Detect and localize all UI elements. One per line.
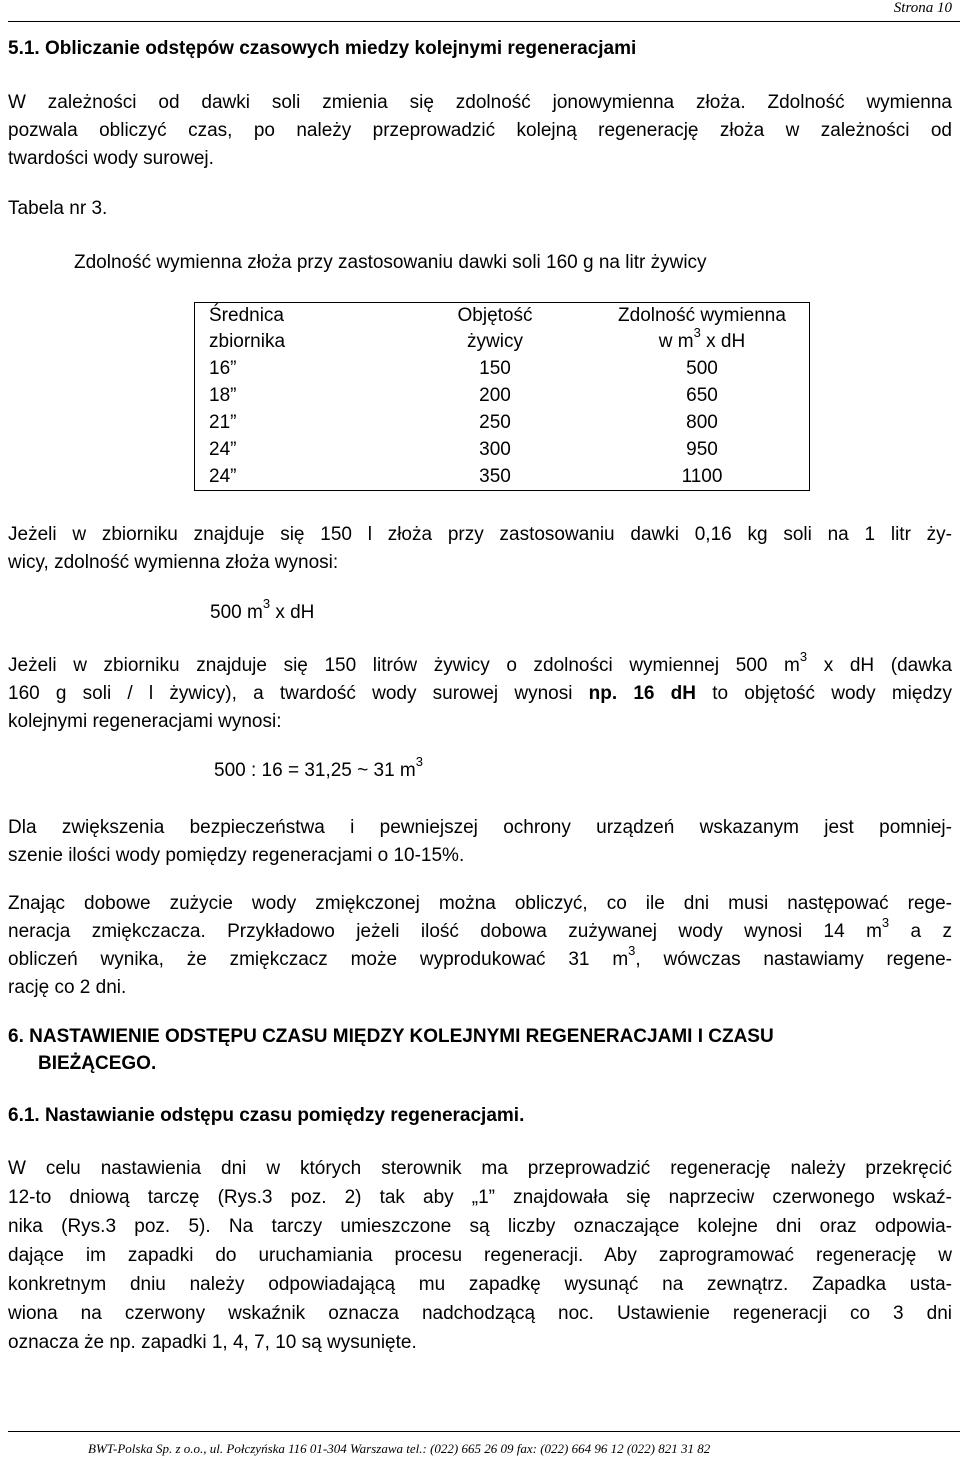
table-label: Tabela nr 3. [8, 198, 108, 219]
header-capacity-unit: w m [658, 331, 694, 352]
formula-capacity [210, 595, 315, 624]
cell-capacity: 950 [686, 439, 718, 460]
daily-usage-line-2 [8, 914, 953, 946]
section-heading-6 [8, 1023, 774, 1077]
header-capacity [595, 303, 810, 356]
capacity-line-1: Jeżeli w zbiorniku znajduje się 150 l złoża przy zastosowaniu dawki 0,16 kg soli na 1 litr ży- [8, 524, 952, 545]
table-caption: Zdolność wymienna złoża przy zastosowaniu dawki soli 160 g na litr żywicy [74, 252, 707, 273]
dial-line-1: W celu nastawienia dni w których sterownik ma przeprowadzić regenerację należy przekręcić [8, 1158, 952, 1179]
volume-line-2-end: to objętość wody między [696, 683, 953, 704]
footer-rule [8, 1431, 960, 1432]
dial-line-5: konkretnym dniu należy odpowiadającą mu zapadkę wysunąć na zewnątrz. Zapadka usta- [8, 1274, 952, 1295]
cell-diameter: 24” [209, 439, 237, 460]
formula-capacity-sup: 3 [262, 595, 271, 611]
footer-contact: BWT-Polska Sp. z o.o., ul. Połczyńska 116 01-304 Warszawa tel.: (022) 665 26 09 fax: (022) 664 96 12 (022) 821 31 82 [88, 1441, 711, 1456]
volume-line-1-end: x dH (dawka [807, 655, 953, 676]
section-heading-5-1: 5.1. Obliczanie odstępów czasowych miedzy kolejnymi regeneracjami [8, 38, 637, 59]
volume-line-2-bold: np. 16 dH [588, 683, 697, 704]
daily-usage-line-3-end: , wówczas nastawiamy regene- [635, 949, 953, 970]
daily-usage-line-3-text: obliczeń wynika, że zmiękczacz może wyprodukować 31 m [8, 949, 629, 970]
intro-line-3: twardości wody surowej. [8, 148, 214, 169]
header-capacity-sup: 3 [693, 324, 701, 340]
volume-paragraph [8, 648, 953, 736]
volume-line-1-sup: 3 [799, 648, 808, 664]
header-volume-line-1: Objętość [457, 305, 533, 326]
section-heading-6-line-1: 6. NASTAWIENIE ODSTĘPU CZASU MIĘDZY KOLEJNYMI REGENERACJAMI I CZASU [8, 1026, 774, 1047]
capacity-line-2: wicy, zdolność wymienna złoża wynosi: [8, 552, 339, 573]
cell-diameter: 16” [209, 358, 237, 379]
table-row [195, 382, 810, 409]
formula-volume-sup: 3 [415, 753, 423, 769]
dial-line-3: nika (Rys.3 poz. 5). Na tarczy umieszczone są liczby oznaczające kolejne dni oraz odpowia- [8, 1216, 952, 1237]
table-row [195, 436, 810, 463]
top-rule [8, 21, 960, 22]
formula-capacity-unit: x dH [270, 602, 315, 623]
volume-line-1-text: Jeżeli w zbiorniku znajduje się 150 litrów żywicy o zdolności wymiennej 500 m [8, 655, 800, 676]
header-capacity-line-1: Zdolność wymienna [618, 305, 786, 326]
volume-line-3: kolejnymi regeneracjami wynosi: [8, 711, 282, 732]
cell-diameter: 21” [209, 412, 237, 433]
daily-usage-line-2-end: a z [889, 921, 953, 942]
daily-usage-line-2-text: neracja zmiękczacza. Przykładowo jeżeli ilość dobowa zużywanej wody wynosi 14 m [8, 921, 882, 942]
header-diameter [195, 303, 396, 356]
daily-usage-line-1: Znając dobowe zużycie wody zmiękczonej można obliczyć, co ile dni musi następować rege- [8, 893, 952, 914]
page-number: Strona 10 [893, 0, 952, 16]
volume-line-1 [8, 648, 953, 680]
header-volume-line-2: żywicy [467, 331, 523, 352]
safety-paragraph [8, 814, 952, 870]
table-row [195, 409, 810, 436]
cell-diameter: 18” [209, 385, 237, 406]
safety-line-1: Dla zwiększenia bezpieczeństwa i pewniejszej ochrony urządzeń wskazanym jest pomniej- [8, 817, 952, 838]
intro-line-1: W zależności od dawki soli zmienia się zdolność jonowymienna złoża. Zdolność wymienna [8, 92, 952, 113]
volume-line-2-text: 160 g soli / l żywicy), a twardość wody surowej wynosi [8, 683, 589, 704]
section-heading-6-line-2: BIEŻĄCEGO. [38, 1053, 157, 1074]
dial-line-6: wiona na czerwony wskaźnik oznacza nadchodzącą noc. Ustawienie regeneracji co 3 dni [8, 1303, 952, 1324]
cell-volume: 250 [479, 412, 511, 433]
header-capacity-line-2 [595, 324, 809, 355]
formula-volume [214, 753, 423, 782]
safety-line-2: szenie ilości wody pomiędzy regeneracjami o 10-15%. [8, 845, 465, 866]
table-row [195, 355, 810, 382]
cell-capacity: 1100 [681, 466, 723, 487]
cell-diameter: 24” [209, 466, 237, 487]
intro-paragraph [8, 89, 952, 173]
table-header-row [195, 303, 810, 356]
volume-line-2 [8, 680, 952, 708]
header-diameter-line-2: zbiornika [209, 331, 286, 352]
daily-usage-line-4: rację co 2 dni. [8, 977, 127, 998]
header-volume [395, 303, 595, 356]
section-heading-6-1: 6.1. Nastawianie odstępu czasu pomiędzy regeneracjami. [8, 1105, 525, 1126]
cell-volume: 350 [479, 466, 511, 487]
cell-volume: 200 [479, 385, 511, 406]
daily-usage-line-3 [8, 942, 953, 974]
intro-line-2: pozwala obliczyć czas, po należy przeprowadzić kolejną regenerację złoża w zależności od [8, 120, 952, 141]
header-capacity-unit-suffix: x dH [700, 331, 746, 352]
dial-line-2: 12-to dniową tarczę (Rys.3 poz. 2) tak aby „1” znajdowała się naprzeciw czerwonego wskaź- [8, 1187, 952, 1208]
exchange-capacity-table [194, 302, 810, 491]
daily-usage-line-2-sup: 3 [881, 914, 890, 930]
formula-volume-value: 500 : 16 = 31,25 ~ 31 m [214, 760, 416, 781]
daily-usage-line-3-sup: 3 [628, 942, 636, 958]
dial-setting-paragraph [8, 1154, 952, 1357]
header-diameter-line-1: Średnica [209, 305, 284, 326]
cell-capacity: 500 [686, 358, 718, 379]
dial-line-4: dające im zapadki do uruchamiania procesu regeneracji. Aby zaprogramować regenerację w [8, 1245, 952, 1266]
cell-capacity: 650 [686, 385, 718, 406]
cell-volume: 150 [479, 358, 511, 379]
formula-capacity-value: 500 m [210, 602, 263, 623]
daily-usage-paragraph [8, 890, 952, 1002]
table-row [195, 463, 810, 491]
capacity-paragraph [8, 521, 952, 577]
cell-capacity: 800 [686, 412, 718, 433]
dial-line-7: oznacza że np. zapadki 1, 4, 7, 10 są wysunięte. [8, 1332, 417, 1353]
cell-volume: 300 [479, 439, 511, 460]
